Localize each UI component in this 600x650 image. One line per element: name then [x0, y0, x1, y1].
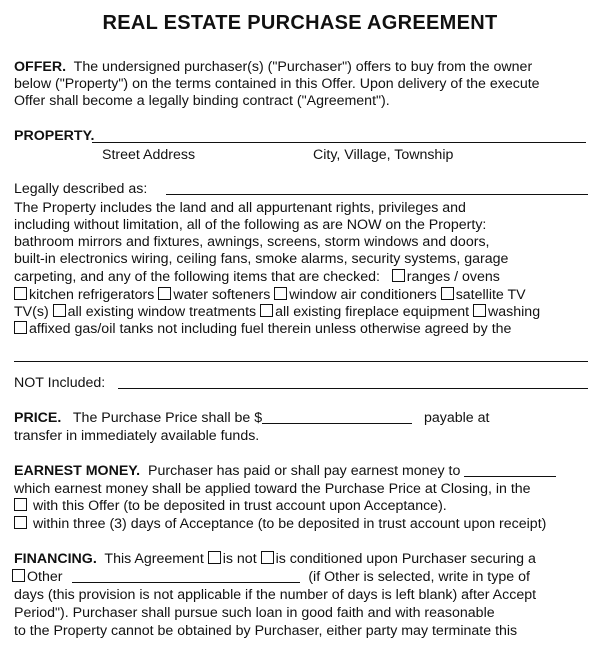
not-included-field[interactable] — [118, 388, 588, 389]
satellite-tv-checkbox[interactable] — [441, 287, 454, 300]
ranges-checkbox[interactable] — [392, 269, 405, 282]
street-address-field[interactable] — [92, 142, 586, 143]
earnest-option-2 — [14, 516, 546, 533]
items-row-2 — [14, 304, 540, 321]
earnest-text-2: which earnest money shall be applied toward the Purchase Price at Closing, in the — [14, 481, 531, 497]
price-text-payable: payable at — [424, 410, 490, 426]
earnest-within-three-days-checkbox[interactable] — [14, 516, 27, 529]
tv-prefix: TV(s) — [14, 304, 49, 320]
items-intro: carpeting, and any of the following items that are checked: — [14, 269, 380, 285]
washing-checkbox[interactable] — [473, 304, 486, 317]
price-heading: PRICE. — [14, 410, 62, 426]
items-row-1 — [14, 287, 526, 304]
items-extra-field[interactable] — [14, 361, 588, 362]
offer-text-1: The undersigned purchaser(s) ("Purchaser") offers to buy from the owner — [73, 59, 533, 75]
earnest-with-offer-checkbox[interactable] — [14, 498, 27, 511]
earnest-with-offer-label: with this Offer (to be deposited in trust account upon Acceptance). — [32, 498, 447, 514]
water-softeners-label: water softeners — [173, 287, 271, 303]
legal-description-field[interactable] — [166, 194, 588, 195]
property-heading: PROPERTY. — [14, 128, 95, 144]
financing-text-3: days (this provision is not applicable if the number of days is left blank) after Accept — [14, 587, 537, 603]
financing-is-conditioned-label: is conditioned upon Purchaser securing a — [275, 551, 536, 567]
kitchen-refrigerators-checkbox[interactable] — [14, 287, 27, 300]
earnest-within-three-days-label: within three (3) days of Acceptance (to be deposited in trust account upon receipt) — [32, 516, 547, 532]
gas-tanks-label: affixed gas/oil tanks not including fuel therein unless otherwise agreed by the — [29, 321, 512, 337]
property-text-1: The Property includes the land and all appurtenant rights, privileges and — [14, 200, 466, 216]
washing-label: washing — [488, 304, 541, 320]
kitchen-refrigerators-label: kitchen refrigerators — [29, 287, 155, 303]
window-ac-label: window air conditioners — [289, 287, 437, 303]
financing-text-1a: This Agreement — [104, 551, 204, 567]
property-text-2: including without limitation, all of the following as are NOW on the Property: — [14, 217, 487, 233]
financing-text-2: (if Other is selected, write in type of — [308, 569, 530, 585]
financing-line-1 — [14, 551, 536, 568]
earnest-line-1 — [14, 463, 556, 480]
earnest-option-1 — [14, 498, 447, 515]
earnest-heading: EARNEST MONEY. — [14, 463, 141, 479]
city-label: City, Village, Township — [313, 147, 454, 163]
price-text-2: transfer in immediately available funds. — [14, 428, 260, 444]
window-treatments-label: all existing window treatments — [67, 304, 257, 320]
financing-text-5: to the Property cannot be obtained by Purchaser, either party may terminate this — [14, 623, 518, 639]
offer-line-1 — [14, 59, 532, 76]
items-row-3 — [14, 321, 511, 338]
water-softeners-checkbox[interactable] — [158, 287, 171, 300]
financing-other-checkbox[interactable] — [12, 569, 25, 582]
financing-text-4: Period"). Purchaser shall pursue such loan in good faith and with reasonable — [14, 605, 495, 621]
price-amount-field[interactable] — [262, 411, 412, 424]
fireplace-label: all existing fireplace equipment — [275, 304, 470, 320]
fireplace-checkbox[interactable] — [260, 304, 273, 317]
price-line-1 — [14, 410, 489, 427]
financing-line-2 — [12, 569, 530, 586]
not-included-label: NOT Included: — [14, 375, 106, 391]
offer-heading: OFFER. — [14, 59, 67, 75]
legal-label: Legally described as: — [14, 181, 148, 197]
financing-heading: FINANCING. — [14, 551, 97, 567]
financing-is-not-label: is not — [222, 551, 257, 567]
earnest-text-1: Purchaser has paid or shall pay earnest money to — [148, 463, 461, 479]
financing-other-field[interactable] — [72, 570, 300, 583]
price-text-1: The Purchase Price shall be $ — [72, 410, 263, 426]
financing-other-label: Other — [27, 569, 63, 585]
offer-text-3: Offer shall become a legally binding contract ("Agreement"). — [14, 93, 390, 109]
street-address-label: Street Address — [102, 147, 196, 163]
window-treatments-checkbox[interactable] — [53, 304, 66, 317]
property-text-4: built-in electronics wiring, ceiling fans, smoke alarms, security systems, garage — [14, 251, 509, 267]
earnest-payee-field[interactable] — [464, 464, 556, 477]
ranges-label: ranges / ovens — [406, 269, 500, 285]
property-text-5 — [14, 269, 500, 286]
offer-text-2: below ("Property") on the terms contained in this Offer. Upon delivery of the execute — [14, 76, 540, 92]
property-text-3: bathroom mirrors and fixtures, awnings, screens, storm windows and doors, — [14, 234, 490, 250]
document-title: REAL ESTATE PURCHASE AGREEMENT — [102, 12, 498, 34]
window-ac-checkbox[interactable] — [274, 287, 287, 300]
gas-tanks-checkbox[interactable] — [14, 321, 27, 334]
satellite-tv-label: satellite TV — [455, 287, 526, 303]
financing-is-not-checkbox[interactable] — [208, 551, 221, 564]
financing-is-conditioned-checkbox[interactable] — [261, 551, 274, 564]
